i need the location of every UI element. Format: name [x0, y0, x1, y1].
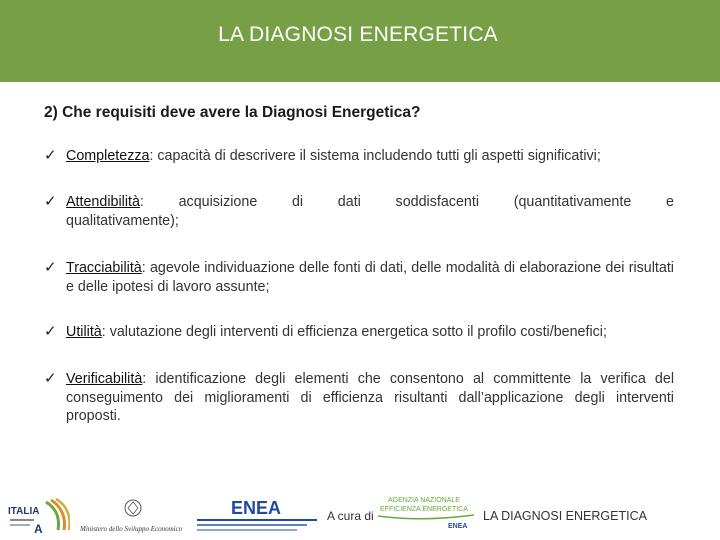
item-description: qualitativamente); — [66, 212, 179, 229]
svg-text:ENEA: ENEA — [448, 523, 468, 530]
svg-text:ITALIA: ITALIA — [8, 506, 40, 517]
term-utilita: Utilità — [66, 324, 102, 340]
list-item-attendibilita: ✓ Attendibilità: acquisizione di dati soddisfacenti (quantitativamente e qualitativamente); — [44, 193, 674, 229]
term-verificabilita: Verificabilità — [66, 371, 143, 387]
checkmark-icon: ✓ — [44, 147, 57, 164]
svg-text:ENEA: ENEA — [231, 498, 282, 518]
italia-logo — [8, 496, 70, 534]
term-attendibilita: Attendibilità — [66, 194, 140, 210]
svg-text:A: A — [34, 522, 43, 534]
checkmark-icon: ✓ — [44, 370, 57, 387]
svg-text:AGENZIA NAZIONALE: AGENZIA NAZIONALE — [388, 497, 460, 504]
list-item-tracciabilita: ✓ Tracciabilità: agevole individuazione delle fonti di dati, delle modalità di elaborazione dei risultati e delle ipotesi di lavoro assunte; — [44, 259, 674, 295]
list-item-verificabilita: ✓ Verificabilità: identificazione degli elementi che consentono al committente la verifica del conseguimento dei miglioramenti di efficienza risultanti dall’applicazione degli interventi proposti. — [44, 370, 674, 424]
term-completezza: Completezza — [66, 148, 150, 164]
list-item-completezza: ✓ Completezza: capacità di descrivere il sistema includendo tutti gli aspetti significativi; — [44, 147, 601, 164]
term-tracciabilita: Tracciabilità — [66, 260, 142, 276]
agenzia-efficienza-logo — [376, 494, 476, 532]
item-description: agevole individuazione delle fonti di dati, delle modalità di elaborazione dei risultati e delle ipotesi di lavoro assunte; — [66, 260, 674, 295]
ministero-logo — [78, 498, 188, 534]
list-item-utilita: ✓ Utilità: valutazione degli interventi di efficienza energetica sotto il profilo costi/benefici; — [44, 323, 607, 340]
svg-text:Ministero dello Sviluppo Econo: Ministero dello Sviluppo Economico — [80, 525, 183, 533]
checkmark-icon: ✓ — [44, 259, 57, 276]
checkmark-icon: ✓ — [44, 323, 57, 340]
footer-bar — [0, 488, 720, 540]
question-heading: 2) Che requisiti deve avere la Diagnosi Energetica? — [44, 104, 421, 121]
checkmark-icon: ✓ — [44, 193, 57, 210]
title-bar — [0, 0, 720, 82]
a-cura-di-label: A cura di — [327, 509, 374, 523]
svg-text:EFFICIENZA ENERGETICA: EFFICIENZA ENERGETICA — [380, 506, 468, 513]
item-description: valutazione degli interventi di efficienza energetica sotto il profilo costi/benefici; — [109, 324, 607, 340]
slide-title: LA DIAGNOSI ENERGETICA — [218, 23, 498, 46]
item-description: capacità di descrivere il sistema includendo tutti gli aspetti significativi; — [157, 148, 601, 164]
enea-logo — [193, 494, 323, 534]
item-description: identificazione degli elementi che consentono al committente la verifica del conseguimento dei miglioramenti di efficienza risultanti dall’applicazione degli interventi proposti. — [66, 371, 674, 424]
footer-title: LA DIAGNOSI ENERGETICA — [483, 509, 647, 523]
